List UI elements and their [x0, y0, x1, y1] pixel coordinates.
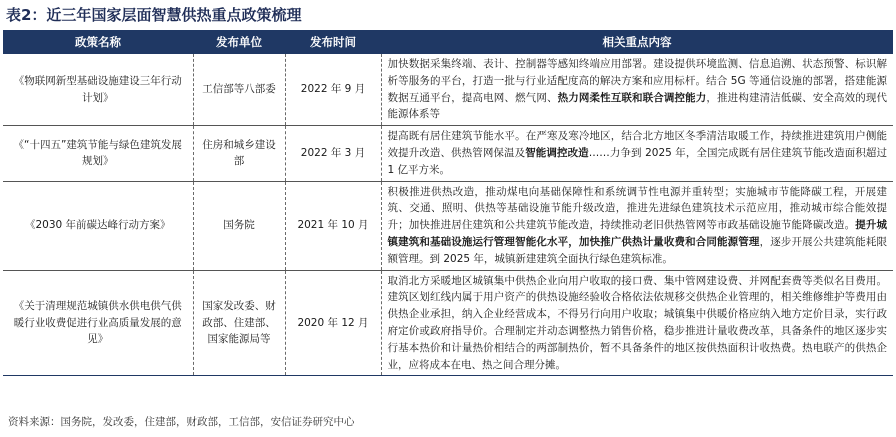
content-text: 提高既有居住建筑节能水平。在严寒及寒冷地区，结合北方地区冬季清洁取暖工作，持续推进建筑用户侧能效提升改造、供热管网保温及: [387, 130, 887, 159]
issuer-cell: 国务院: [193, 181, 285, 270]
policy-name-cell: 《关于清理规范城镇供水供电供气供暖行业收费促进行业高质量发展的意见》: [3, 270, 193, 376]
policy-name-cell: 《2030 年前碳达峰行动方案》: [3, 181, 193, 270]
issuer-cell: 工信部等八部委: [193, 54, 285, 126]
table-row: [3, 126, 893, 181]
table-header-row: [3, 30, 893, 54]
content-cell: [381, 54, 893, 126]
header-date: 发布时间: [285, 30, 381, 54]
issuer-cell: 住房和城乡建设部: [193, 126, 285, 181]
header-policy-name: 政策名称: [3, 30, 193, 54]
policy-name-cell: 《物联网新型基础设施建设三年行动计划》: [3, 54, 193, 126]
content-highlight: 提升城镇建筑和基础设施运行管理智能化水平，加快推广供热计量收费和合同能源管理: [387, 219, 888, 248]
content-cell: [381, 181, 893, 270]
policy-name-cell: 《“十四五”建筑节能与绿色建筑发展规划》: [3, 126, 193, 181]
issuer-cell: 国家发改委、财政部、住建部、国家能源局等: [193, 270, 285, 376]
content-text: 加快数据采集终端、表计、控制器等感知终端应用部署。建设提供环境监测、信息追溯、状态预警、标识解析等服务的平台，打造一批与行业适配度高的解决方案和应用标杆。结合 5G 等通信设施的部署，搭建能源数据互通平台，提高电网、燃气网、: [387, 58, 887, 104]
date-cell: 2020 年 12 月: [285, 270, 381, 376]
header-content: 相关重点内容: [381, 30, 893, 54]
content-text: ……力争到 2025 年，全国完成既有居住建筑节能改造面积超过 1 亿平方米。: [387, 146, 888, 176]
content-cell: [381, 126, 893, 181]
content-text: 取消北方采暖地区城镇集中供热企业向用户收取的接口费、集中管网建设费、并网配套费等类似名目费用。建筑区划红线内属于用户资产的供热设施经验收合格依法依规移交供热企业管理的，相关维修维护等费用由供热企业承担，纳入企业经营成本，不得另行向用户收取；城镇集中供暖价格应纳入地方定价目录，实行政府定价或政府指导价。合理制定并动态调整热力销售价格，稳步推进计量收费改革，具备条件的地区逐步实行基本热价和计量热价相结合的两部制热价，暂不具备条件的地区按供热面积计收热费。热电联产的供热企业，应将成本在电、热之间合理分摊。: [387, 274, 887, 371]
table-title: 表2：近三年国家层面智慧供热重点政策梳理: [6, 6, 302, 24]
content-highlight: 智能调控改造: [525, 146, 589, 159]
content-text: ，逐步开展公共建筑能耗限额管理。到 2025 年，城镇新建建筑全面执行绿色建筑标准。: [387, 235, 888, 265]
content-text: ，推进构建清洁低碳、安全高效的现代能源体系等: [387, 91, 888, 121]
table-row: [3, 54, 893, 126]
content-text: 积极推进供热改造，推动煤电向基础保障性和系统调节性电源并重转型；实施城市节能降碳工程，开展建筑、交通、照明、供热等基础设施节能升级改造，推进先进绿色建筑技术示范应用，推动城市综合能效提升；加快推进居住建筑和公共建筑节能改造，持续推动老旧供热管网等市政基础设施节能降碳改造。: [387, 185, 887, 232]
policy-table: [3, 30, 893, 376]
header-issuer: 发布单位: [193, 30, 285, 54]
date-cell: 2022 年 9 月: [285, 54, 381, 126]
source-note: 资料来源：国务院，发改委，住建部，财政部，工信部，安信证券研究中心: [8, 416, 355, 428]
date-cell: 2021 年 10 月: [285, 181, 381, 270]
date-cell: 2022 年 3 月: [285, 126, 381, 181]
table-row: [3, 270, 893, 376]
content-highlight: 热力网柔性互联和联合调控能力: [557, 91, 707, 104]
content-cell: [381, 270, 893, 376]
table-row: [3, 181, 893, 270]
